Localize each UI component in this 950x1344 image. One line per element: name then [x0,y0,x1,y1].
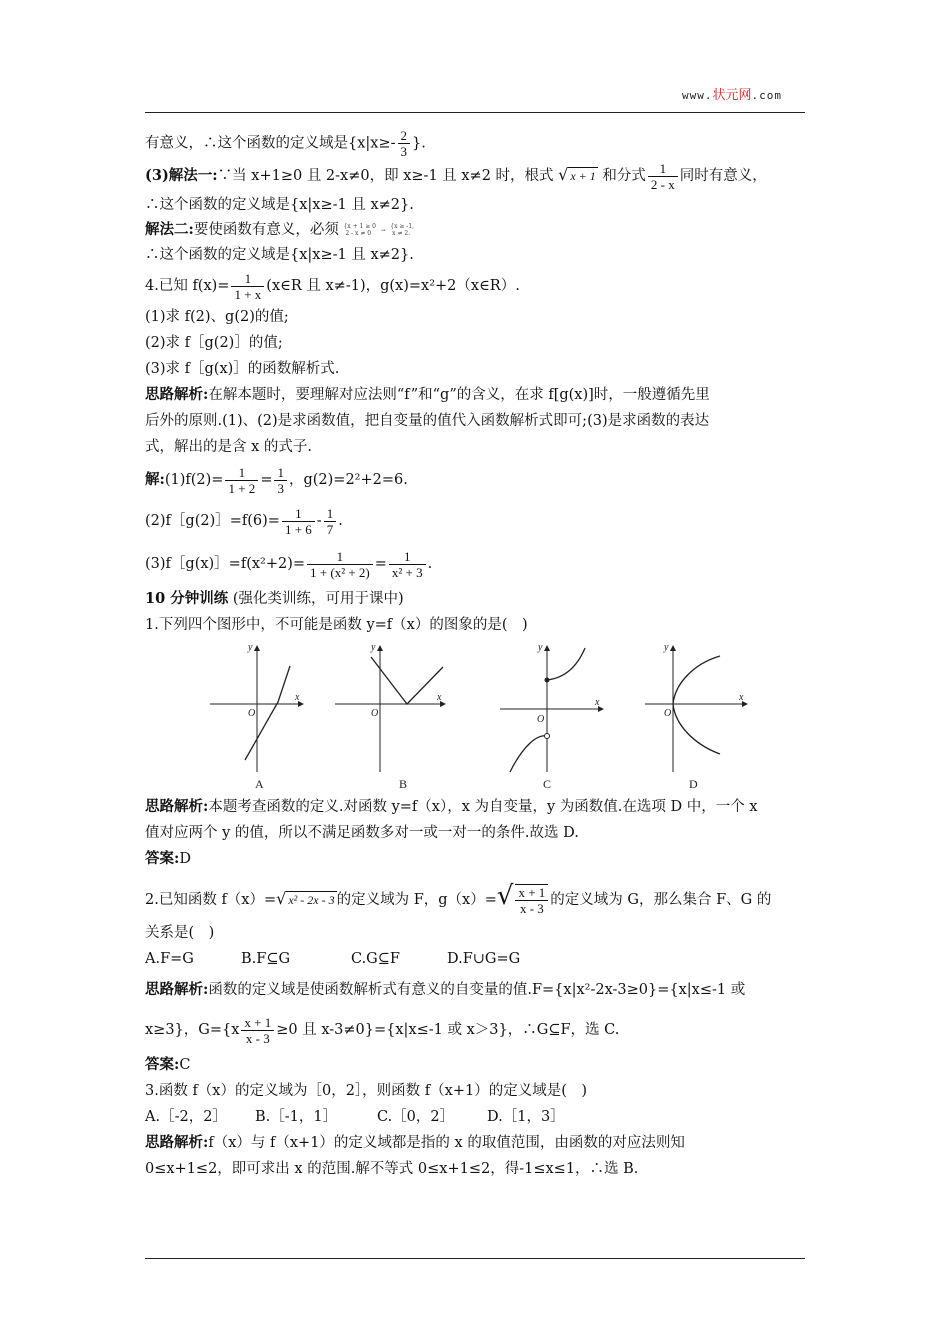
line-8: (2)求 f［g(2)］的值; [145,335,283,351]
line-17: 1.下列四个图形中，不可能是函数 y=f（x）的图象的是( ) [145,617,528,633]
equation-system: {x + 1 ≥ 0 2 - x ≠ 0 [343,223,376,237]
graph-b-origin: O [371,708,379,719]
line-18: 思路解析:本题考查函数的定义.对函数 y=f（x），x 为自变量，y 为函数值.在选项 D 中，一个 x [145,798,758,815]
graph-c-filled-point [545,678,550,683]
graph-d-label: D [689,777,698,791]
fraction: $\frac{x + 1}{x - 3}$ [515,884,548,916]
graph-a-x-label: x [295,692,300,703]
footer-rule [145,1258,805,1259]
line-13: 解:(1)f(2)= $\frac{1}{1 + 2}$ = $\frac{1}{3}$ ，g(2)=2²+2=6. [145,464,408,496]
line-11: 后外的原则.(1)、(2)是求函数值，把自变量的值代入函数解析式即可;(3)是求函数的表达 [145,413,710,429]
line-6: 4.已知 f(x)= $\frac{1}{1 + x}$ (x∈R 且 x≠-1)，g(x)=x²+2（x∈R）. [145,270,520,302]
graph-c-y-label: y [538,642,543,653]
graph-b-x-label: x [437,692,442,703]
graph-d-x-label: x [739,692,744,703]
line-23: A.F=G B.F⊆G C.G⊆F D.F∪G=G [145,951,521,967]
graph-c-label: C [543,777,552,791]
graph-a-origin: O [248,708,256,719]
graph-c-x-label: x [595,697,600,708]
line-22: 关系是( ) [145,925,215,941]
fraction: $\frac{1}{\text{x² + 3}}$ [389,549,426,580]
line-3: ∴这个函数的定义域是{x|x≥-1 且 x≠2}. [145,197,414,213]
graph-d-curve [673,656,720,754]
graph-d-origin: O [664,708,672,719]
site-header: www.状元网.com [681,88,782,103]
function-graphs [145,642,807,792]
site-brand: 状元网 [712,88,752,103]
line-2: (3)解法一:∵当 x+1≥0 且 2-x≠0，即 x≥-1 且 x≠2 时，根式 √ x + 1 和分式 $\frac{1}{2 - x}$ 同时有意义， [145,160,767,192]
fraction: $\frac{1}{1 + 2}$ [225,465,258,496]
line-28: A.［-2，2］ B.［-1，1］ C.［0，2］ D.［1，3］ [145,1109,565,1125]
graph-a-label: A [255,777,264,791]
fraction: $\frac{2}{3}$ [398,128,411,159]
line-10: 思路解析:在解本题时，要理解对应法则“f”和“g”的含义，在求 f[g(x)]时，一般遵循先里 [145,386,710,403]
line-19: 值对应两个 y 的值，所以不满足函数多对一或一对一的条件.故选 D. [145,825,579,841]
graph-c-open-point [545,734,550,739]
line-20: 答案:D [145,850,191,867]
fraction: $\frac{1}{1 + 6}$ [282,506,315,537]
graph-a-y-label: y [248,642,253,653]
line-29: 思路解析:f（x）与 f（x+1）的定义域都是指的 x 的取值范围，由函数的对应法则知 [145,1134,685,1151]
line-26: 答案:C [145,1056,191,1073]
graph-c-origin: O [537,714,545,725]
line-15: (3)f［g(x)］=f(x²+2)= $\frac{1}{\text{1 + (x² + 2)}}$ = $\frac{1}{\text{x² + 3}}$ . [145,548,433,580]
line-9: (3)求 f［g(x)］的函数解析式. [145,361,340,377]
line-21: 2.已知函数 f（x）=√ x² - 2x - 3 的定义域为 F，g（x）=√ $\frac{x + 1}{x - 3}$ 的定义域为 G，那么集合 F、G 的 [145,881,772,916]
fraction: $\frac{1}{7}$ [324,506,337,537]
line-7: (1)求 f(2)、g(2)的值; [145,309,289,325]
graph-c-lower-curve [510,736,547,772]
line-4: 解法二:要使函数有意义，必须 {x + 1 ≥ 0 2 - x ≠ 0 → {x ≥ -1, x ≠ 2. [145,221,415,238]
line-16: 10 分钟训练 (强化类训练，可用于课中) [145,590,404,607]
graph-b-y-label: y [371,642,376,653]
graphs-svg [145,642,807,792]
header-rule [145,112,805,113]
page-content [145,128,807,1182]
fraction: $\frac{1}{1 + x}$ [231,271,264,302]
fraction: $\frac{x + 1}{x - 3}$ [241,1015,274,1046]
line-5: ∴这个函数的定义域是{x|x≥-1 且 x≠2}. [145,247,414,263]
fraction: $\frac{1}{2 - x}$ [648,161,678,192]
graph-b-label: B [399,777,408,791]
graph-d-y-label: y [664,642,669,653]
fraction: $\frac{1}{\text{1 + (x² + 2)}}$ [307,549,373,580]
line-30: 0≤x+1≤2，即可求出 x 的范围.解不等式 0≤x+1≤2，得-1≤x≤1，∴选 B. [145,1161,639,1177]
line-14: (2)f［g(2)］=f(6)= $\frac{1}{1 + 6}$ - $\frac{1}{7}$ . [145,505,343,537]
line-12: 式，解出的是含 x 的式子. [145,439,313,455]
line-24: 思路解析:函数的定义域是使函数解析式有意义的自变量的值.F={x|x²-2x-3≥0}={x|x≤-1 或 [145,981,746,998]
graph-b-curve [371,657,443,704]
line-27: 3.函数 f（x）的定义域为［0，2］，则函数 f（x+1）的定义域是( ) [145,1083,588,1099]
graph-c-upper-curve [547,648,585,680]
line-1: 有意义，∴这个函数的定义域是{x|x≥- $\frac{2}{3}$ }. [145,128,426,159]
line-25: x≥3}，G={x $\frac{x + 1}{x - 3}$ ≥0 且 x-3≠0}={x|x≤-1 或 x＞3}，∴G⊆F，选 C. [145,1014,620,1046]
fraction: $\frac{1}{3}$ [274,465,287,496]
